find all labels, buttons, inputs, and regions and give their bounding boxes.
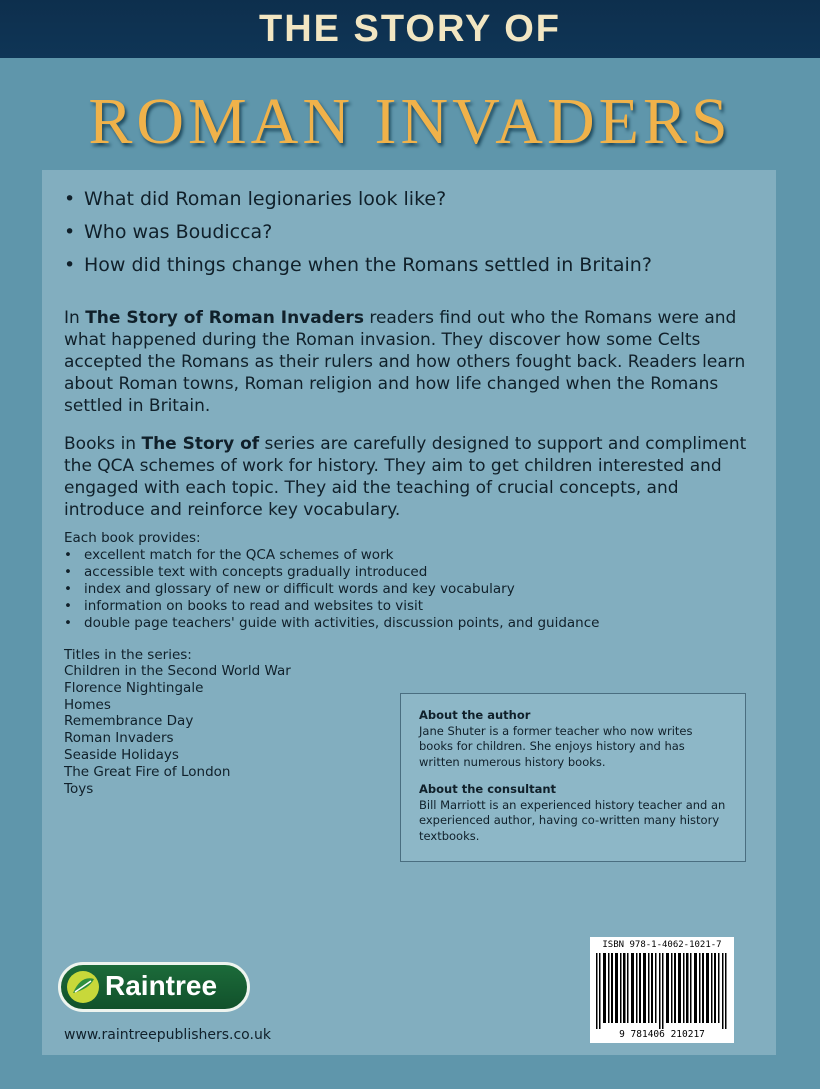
consultant-heading: About the consultant	[419, 782, 557, 796]
logo-text: Raintree	[105, 970, 218, 1001]
book-name-bold: The Story of Roman Invaders	[85, 308, 364, 328]
text-span: Books in	[64, 434, 142, 454]
series-title-item: The Great Fire of London	[64, 763, 231, 780]
book-title: ROMAN INVADERS	[88, 85, 732, 158]
question-list	[64, 183, 652, 282]
question-item: • What did Roman legionaries look like?	[64, 183, 652, 216]
about-box	[400, 693, 746, 862]
feature-item: • double page teachers' guide with activities, discussion points, and guidance	[64, 615, 599, 632]
series-title-item: Remembrance Day	[64, 713, 194, 730]
raintree-leaf-icon	[67, 971, 99, 1003]
consultant-text: Bill Marriott is an experienced history teacher and an experienced author, having co-written many history textbooks.	[419, 797, 726, 843]
series-title-item: Children in the Second World War	[64, 663, 291, 679]
features-list	[64, 547, 599, 632]
feature-item: • index and glossary of new or difficult words and key vocabulary	[64, 581, 599, 598]
barcode-digits: 9 781406 210217	[619, 1029, 705, 1040]
description-paragraph-2	[64, 433, 754, 521]
series-title-item: Toys	[64, 780, 94, 797]
series-title-item: Homes	[64, 696, 111, 713]
isbn-label: ISBN 978-1-4062-1021-7	[602, 940, 722, 950]
text-span: In	[64, 308, 86, 328]
series-title-item: Florence Nightingale	[64, 679, 204, 696]
series-name-bold: The Story of	[141, 434, 260, 454]
series-titles-heading: Titles in the series:	[64, 647, 192, 663]
feature-item: • excellent match for the QCA schemes of work	[64, 547, 599, 564]
text-span: readers find out who the Romans were and what happened during the Roman invasion. They discover how some Celts accepted the Romans as their rulers and how others fought back. Readers learn about Roman towns, Roman religion and how life changed when the Romans settled in Britain.	[64, 308, 746, 416]
question-item: • Who was Boudicca?	[64, 216, 652, 249]
features-intro: Each book provides:	[64, 530, 201, 546]
feature-item: • information on books to read and websites to visit	[64, 598, 599, 615]
publisher-url: www.raintreepublishers.co.uk	[64, 1027, 271, 1043]
description-paragraph-1	[64, 307, 754, 417]
question-item: • How did things change when the Romans settled in Britain?	[64, 249, 652, 282]
feature-item: • accessible text with concepts gradually introduced	[64, 564, 599, 581]
text-span: series are carefully designed to support and compliment the QCA schemes of work for history. They aim to get children interested and engaged with each topic. They aid the teaching of crucial concepts, and introduce and reinforce key vocabulary.	[64, 434, 747, 520]
barcode-bars	[596, 953, 728, 1029]
series-titles-list	[64, 663, 291, 797]
series-title-item: Roman Invaders	[64, 730, 174, 747]
raintree-logo	[58, 962, 250, 1012]
series-title: THE STORY OF	[258, 8, 561, 50]
author-text: Jane Shuter is a former teacher who now writes books for children. She enjoys history and has written numerous history books.	[419, 723, 693, 769]
series-title-item: Seaside Holidays	[64, 746, 179, 763]
spacer	[419, 770, 727, 782]
author-heading: About the author	[419, 708, 531, 722]
barcode	[590, 937, 734, 1043]
